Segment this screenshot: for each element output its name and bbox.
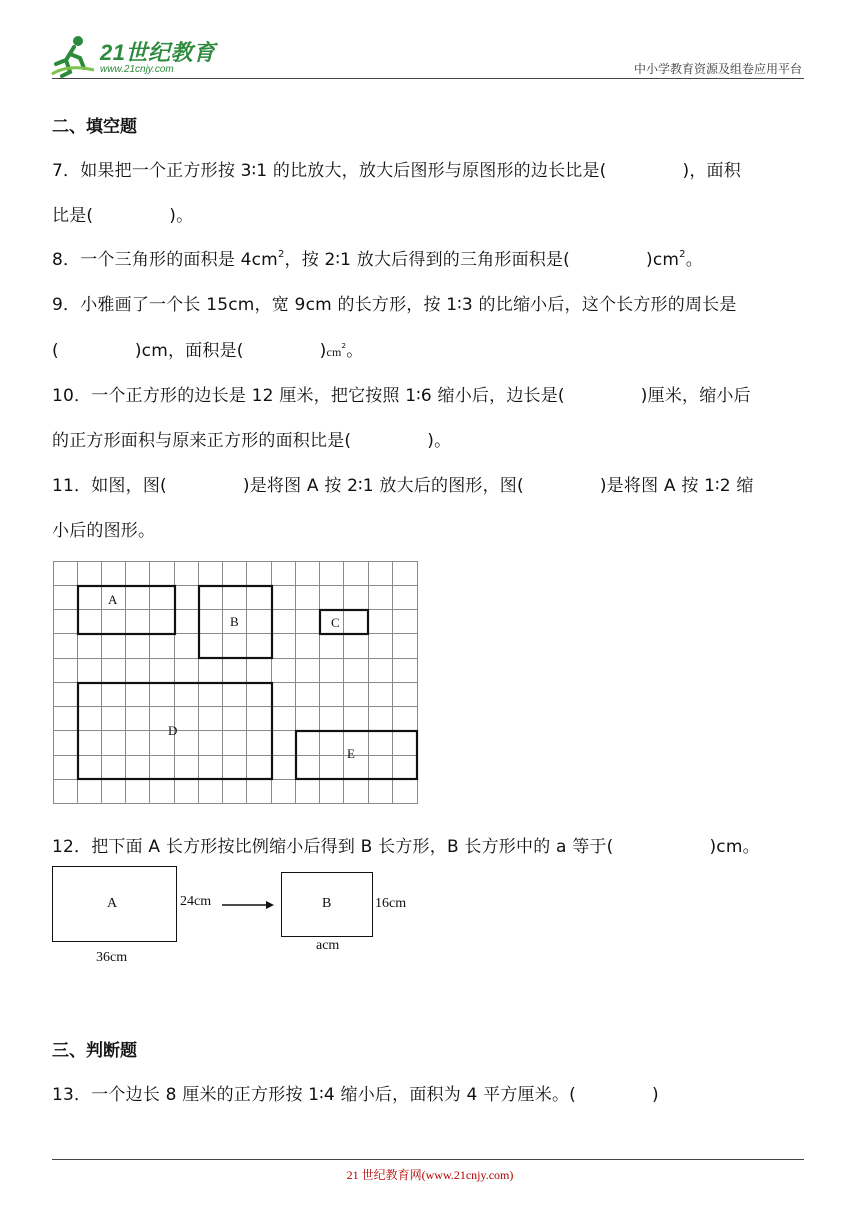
q11-text-c: )是将图 A 按 1∶2 缩 [599, 476, 754, 496]
q7-text-c: 比是( [52, 206, 94, 226]
q8-text-d: 。 [685, 250, 703, 270]
question-9-line-1 [52, 290, 737, 315]
q8-text-c: )cm [646, 250, 680, 270]
rectangle-scale-figure [52, 866, 432, 976]
grid-svg [53, 561, 419, 805]
question-10-line-1 [52, 381, 751, 406]
q13-text-b: ) [651, 1085, 659, 1105]
rect-a-width-label: 36cm [96, 950, 128, 965]
scaling-grid-figure [53, 561, 419, 809]
q12-text-a: 12．把下面 A 长方形按比例缩小后得到 B 长方形，B 长方形中的 a 等于( [52, 837, 614, 857]
section-true-false-title: 三、判断题 [52, 1041, 137, 1061]
footer-text: 21 世纪教育网(www.21cnjy.com) [346, 1168, 514, 1182]
label-d: D [168, 723, 178, 738]
label-a: A [108, 592, 118, 607]
q8-text-a: 8．一个三角形的面积是 4cm [52, 250, 278, 270]
q10-text-b: )厘米，缩小后 [640, 386, 751, 406]
q11-text-b: )是将图 A 按 2∶1 放大后的图形，图( [242, 476, 524, 496]
q9-superscript: 2 [341, 342, 347, 350]
q9-text-e: 。 [346, 341, 364, 361]
q9-unit: cm [326, 345, 342, 359]
question-9-line-2 [52, 336, 363, 361]
label-e: E [347, 746, 355, 761]
figure-rect-a-label: A [107, 896, 118, 911]
q8-superscript-1: 2 [277, 249, 285, 260]
arrow-right-icon [222, 900, 274, 910]
q10-text-a: 10．一个正方形的边长是 12 厘米，把它按照 1∶6 缩小后，边长是( [52, 386, 565, 406]
platform-title: 中小学教育资源及组卷应用平台 [633, 62, 802, 76]
q8-superscript-2: 2 [679, 249, 686, 260]
rect-b-width-label: acm [316, 938, 340, 953]
q11-text-a: 11．如图，图( [52, 476, 167, 496]
logo-url-text: www.21cnjy.com [100, 64, 174, 75]
rect-a-height-label: 24cm [180, 894, 212, 909]
q9-text-c: )cm，面积是( [134, 341, 244, 361]
q7-text-b: )，面积 [682, 161, 741, 181]
q12-text-b: )cm。 [709, 837, 760, 857]
logo-brand-text: 21世纪教育 [100, 40, 216, 65]
runner-logo-icon [48, 34, 98, 78]
page-header [0, 0, 860, 90]
q9-text-d: ) [319, 341, 327, 361]
figure-rect-b-label: B [322, 896, 332, 911]
q11-text-d: 小后的图形。 [52, 521, 156, 541]
rect-b-height-label: 16cm [375, 896, 407, 911]
question-7-line-2 [52, 201, 193, 226]
question-10-line-2 [52, 426, 451, 451]
q9-text-b: ( [52, 341, 59, 361]
footer-rule [52, 1159, 804, 1160]
question-13 [52, 1080, 659, 1105]
question-7-line-1 [52, 156, 741, 181]
header-rule [52, 78, 804, 79]
q7-text-d: )。 [169, 206, 194, 226]
question-8 [52, 245, 703, 270]
question-11-line-2 [52, 516, 155, 541]
q10-text-c: 的正方形面积与原来正方形的面积比是( [52, 431, 352, 451]
label-b: B [230, 614, 239, 629]
question-11-line-1 [52, 471, 754, 496]
q9-text-a: 9．小雅画了一个长 15cm，宽 9cm 的长方形，按 1∶3 的比缩小后，这个长方形的周长是 [52, 295, 737, 315]
site-logo [48, 34, 228, 78]
q10-text-d: )。 [427, 431, 452, 451]
q8-text-b: ，按 2∶1 放大后得到的三角形面积是( [284, 250, 571, 270]
q13-text-a: 13．一个边长 8 厘米的正方形按 1∶4 缩小后，面积为 4 平方厘米。( [52, 1085, 576, 1105]
question-12 [52, 832, 760, 857]
label-c: C [331, 615, 340, 630]
section-fill-in-title: 二、填空题 [52, 117, 137, 137]
q7-text-a: 7．如果把一个正方形按 3∶1 的比放大，放大后图形与原图形的边长比是( [52, 161, 607, 181]
